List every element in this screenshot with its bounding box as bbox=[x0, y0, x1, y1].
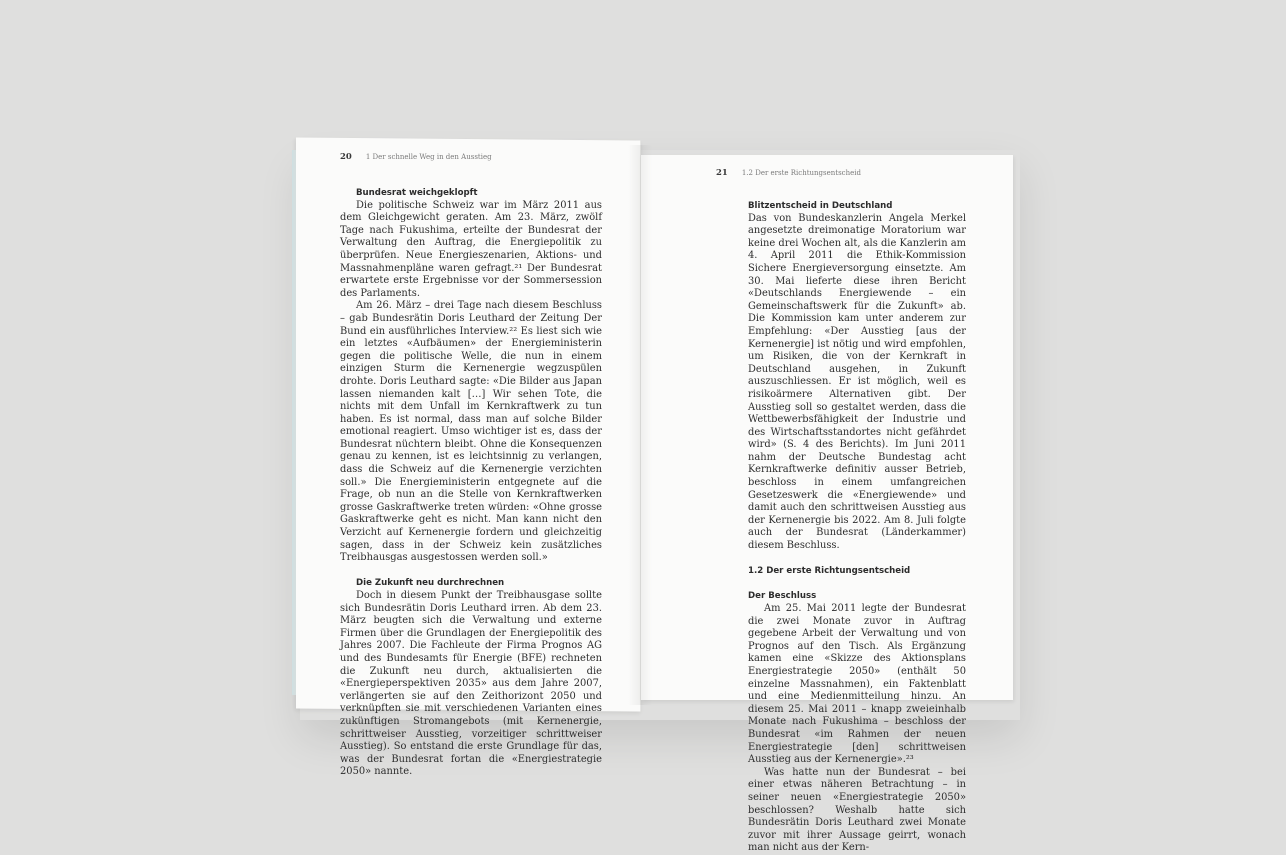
paragraph: Doch in diesem Punkt der Treibhausgase sollte sich Bundesrätin Doris Leuthard irren. Ab dem 23. März beugten sich die Verwaltung und externe Firmen über die Grundlagen der Energiepolitik des Jahres 2007. Die Fachleute der Firma Prognos AG und des Bundesamts für Energie (BFE) rechneten die Zukunft neu durch, aktualisierten die «Energieperspektiven 2035» aus dem Jahre 2007, verlängerten sie auf den Zeithorizont 2050 und verknüpften sie mit verschiedenen Varianten eines zukünftigen Stromangebots (mit Kernenergie, schrittweiser Ausstieg, vorzeitiger schrittweiser Ausstieg). So entstand die erste Grundlage für das, was der Bundesrat fortan die «Energiestrategie 2050» nannte. bbox=[340, 590, 602, 778]
right-page-text bbox=[748, 200, 966, 855]
right-page-number: 21 bbox=[716, 168, 728, 178]
section-heading: Die Zukunft neu durchrechnen bbox=[356, 578, 505, 589]
paragraph: Am 26. März – drei Tage nach diesem Beschluss – gab Bundesrätin Doris Leuthard der Zeitung Der Bund ein ausführliches Interview.²² Es liest sich wie ein letztes «Aufbäumen» der Energieministerin gegen die politische Welle, die nun in einem einzigen Sturm die Kernenergie wegzuspülen drohte. Doris Leuthard sagte: «Die Bilder aus Japan lassen niemanden kalt […] Wir sehen Tote, die nichts mit dem Unfall im Kernkraftwerk zu tun haben. Es ist normal, dass man auf solche Bilder emotional reagiert. Umso wichtiger ist es, dass der Bundesrat nüchtern bleibt. Ohne die Konsequenzen genau zu kennen, ist es leichtsinnig zu verlangen, dass die Schweiz auf die Kernenergie verzichten soll.» Die Energieministerin entgegnete auf die Frage, ob nun an die Stelle von Kernkraftwerken grosse Gaskraftwerke treten würden: «Ohne grosse Gaskraftwerke geht es nicht. Man kann nicht den Verzicht auf Kernenergie fordern und gleichzeitig sagen, dass in der Schweiz kein zusätzliches Treibhausgas ausgestossen werden soll.» bbox=[340, 300, 602, 564]
left-running-head bbox=[340, 152, 492, 162]
section-heading: Der Beschluss bbox=[748, 591, 817, 602]
section-heading: Bundesrat weichgeklopft bbox=[356, 188, 478, 198]
left-page-text bbox=[340, 187, 602, 779]
chapter-heading: 1.2 Der erste Richtungsentscheid bbox=[748, 566, 911, 577]
paragraph: Die politische Schweiz war im März 2011 aus dem Gleichgewicht geraten. Am 23. März, zwölf Tage nach Fukushima, erteilte der Bundesrat der Verwaltung den Auftrag, die Energiepolitik zu überprüfen. Neue Energieszenarien, Aktions- und Massnahmenpläne waren gefragt.²¹ Der Bundesrat erwartete erste Ergebnisse vor der Sommersession des Parlaments. bbox=[340, 199, 602, 299]
left-page-number: 20 bbox=[340, 152, 352, 162]
paragraph: Am 25. Mai 2011 legte der Bundesrat die zwei Monate zuvor in Auftrag gegebene Arbeit der Verwaltung und von Prognos auf den Tisch. Als Ergänzung kamen eine «Skizze des Aktionsplans Energiestrategie 2050» (enthält 50 einzelne Massnahmen), ein Faktenblatt und eine Medienmitteilung hinzu. An diesem 25. Mai 2011 – knapp zweieinhalb Monate nach Fukushima – beschloss der Bundesrat «im Rahmen der neuen Energiestrategie [den] schrittweisen Ausstieg aus der Kernenergie».²³ bbox=[748, 603, 966, 766]
section-heading: Blitzentscheid in Deutschland bbox=[748, 201, 893, 211]
paragraph: Das von Bundeskanzlerin Angela Merkel angesetzte dreimonatige Moratorium war keine drei Wochen alt, als die Kanzlerin am 4. April 2011 die Ethik-Kommission Sichere Energieversorgung einsetzte. Am 30. Mai lieferte diese ihren Bericht «Deutschlands Energiewende – ein Gemeinschaftswerk für die Zukunft» ab. Die Kommission kam unter anderem zur Empfehlung: «Der Ausstieg [aus der Kernenergie] ist nötig und wird empfohlen, um Risiken, die von der Kernkraft in Deutschland ausgehen, in Zukunft auszuschliessen. Er ist möglich, weil es risikoärmere Alternativen gibt. Der Ausstieg soll so gestaltet werden, dass die Wettbewerbsfähigkeit der Industrie und des Wirtschaftsstandortes nicht gefährdet wird» (S. 4 des Berichts). Im Juni 2011 nahm der Deutsche Bundestag acht Kernkraftwerke definitiv ausser Betrieb, beschloss in einem umfangreichen Gesetzeswerk die «Energiewende» und damit auch den schrittweisen Ausstieg aus der Kernenergie bis 2022. Am 8. Juli folgte auch der Bundesrat (Länderkammer) diesem Beschluss. bbox=[748, 212, 966, 552]
paragraph: Was hatte nun der Bundesrat – bei einer etwas näheren Betrachtung – in seiner neuen «Energiestrategie 2050» beschlossen? Weshalb hatte sich Bundesrätin Doris Leuthard zwei Monate zuvor mit ihrer Aussage geirrt, wonach man nicht aus der Kern- bbox=[748, 766, 966, 854]
right-chapter-title: 1.2 Der erste Richtungsentscheid bbox=[741, 169, 861, 177]
right-running-head bbox=[716, 168, 861, 178]
left-chapter-title: 1 Der schnelle Weg in den Ausstieg bbox=[365, 153, 492, 161]
